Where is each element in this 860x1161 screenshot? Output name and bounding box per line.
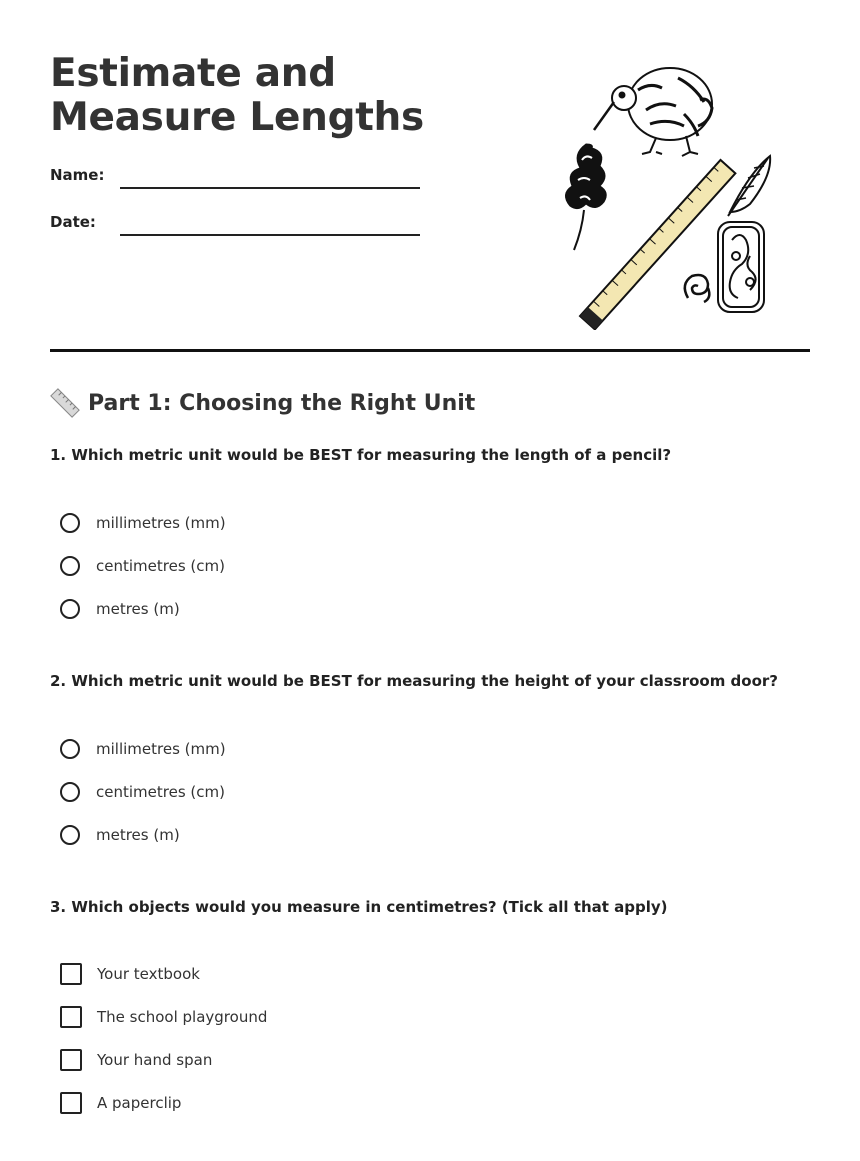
- q1-option-mm[interactable]: [60, 510, 226, 536]
- ruler-icon: [580, 160, 735, 329]
- radio-button[interactable]: [60, 556, 80, 576]
- q1-option-m[interactable]: [60, 596, 180, 622]
- header-divider: [50, 349, 810, 352]
- option-label: centimetres (cm): [96, 783, 225, 801]
- worksheet-title: Estimate and Measure Lengths: [50, 51, 424, 140]
- q2-option-cm[interactable]: [60, 779, 225, 805]
- option-label: Your hand span: [97, 1051, 213, 1069]
- q3-option-textbook[interactable]: [60, 961, 200, 987]
- name-label: Name:: [50, 166, 105, 184]
- radio-button[interactable]: [60, 739, 80, 759]
- checkbox[interactable]: [60, 1006, 82, 1028]
- checkbox[interactable]: [60, 1049, 82, 1071]
- q1-option-cm[interactable]: [60, 553, 225, 579]
- q3-option-paperclip[interactable]: [60, 1090, 181, 1116]
- radio-button[interactable]: [60, 513, 80, 533]
- checkbox[interactable]: [60, 1092, 82, 1114]
- section-title: [50, 388, 475, 418]
- ruler-icon: [50, 388, 80, 418]
- question-3: 3. Which objects would you measure in centimetres? (Tick all that apply): [50, 898, 668, 916]
- carved-pendant-icon: [718, 222, 764, 312]
- option-label: The school playground: [97, 1008, 268, 1026]
- option-label: centimetres (cm): [96, 557, 225, 575]
- option-label: A paperclip: [97, 1094, 182, 1112]
- section-title-text: Part 1: Choosing the Right Unit: [88, 390, 476, 416]
- radio-button[interactable]: [60, 825, 80, 845]
- radio-button[interactable]: [60, 782, 80, 802]
- question-1: 1. Which metric unit would be BEST for measuring the length of a pencil?: [50, 446, 672, 464]
- header-illustration: [560, 60, 780, 330]
- option-label: millimetres (mm): [96, 740, 226, 758]
- option-label: metres (m): [96, 600, 180, 618]
- question-2: 2. Which metric unit would be BEST for measuring the height of your classroom door?: [50, 672, 779, 690]
- date-field[interactable]: [120, 234, 420, 236]
- date-label: Date:: [50, 213, 96, 231]
- feather-icon: [728, 156, 770, 216]
- kiwi-bird-icon: [594, 68, 712, 156]
- koru-spiral-icon: [685, 275, 710, 302]
- fern-koru-icon: [565, 144, 606, 250]
- option-label: Your textbook: [97, 965, 200, 983]
- q3-option-playground[interactable]: [60, 1004, 267, 1030]
- option-label: millimetres (mm): [96, 514, 226, 532]
- radio-button[interactable]: [60, 599, 80, 619]
- option-label: metres (m): [96, 826, 180, 844]
- q3-option-hand-span[interactable]: [60, 1047, 212, 1073]
- q2-option-mm[interactable]: [60, 736, 226, 762]
- name-field[interactable]: [120, 187, 420, 189]
- q2-option-m[interactable]: [60, 822, 180, 848]
- checkbox[interactable]: [60, 963, 82, 985]
